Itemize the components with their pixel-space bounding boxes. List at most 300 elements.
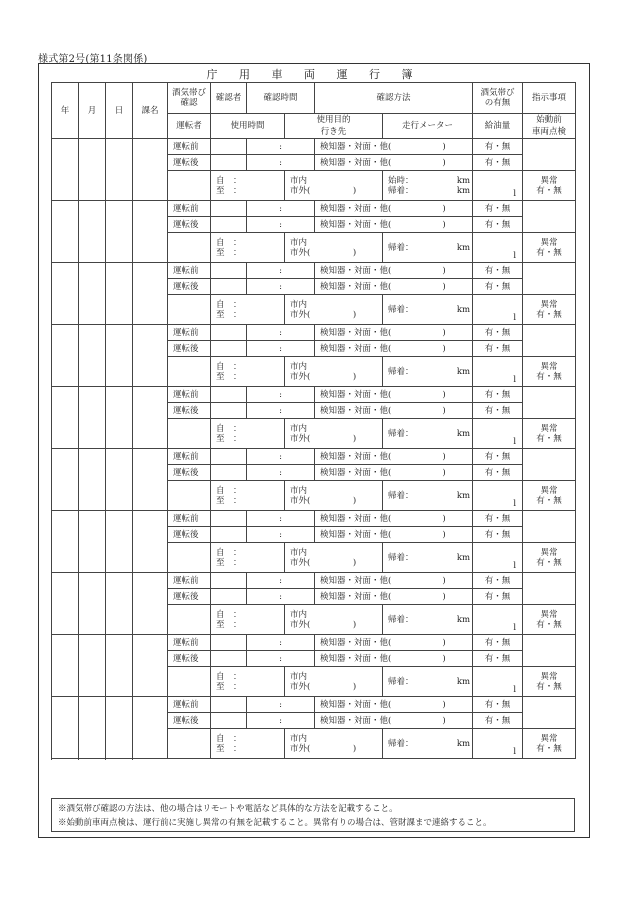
driver-cell[interactable] xyxy=(168,481,211,511)
check-time-after-cell[interactable] xyxy=(247,403,315,419)
odometer-cell[interactable] xyxy=(383,357,473,387)
method-options-after[interactable]: 検知器・対面・他( ) xyxy=(315,589,473,605)
abnormal-label: 異常 xyxy=(540,423,558,434)
presence-options-after[interactable]: 有・無 xyxy=(473,465,523,481)
driver-cell[interactable] xyxy=(168,667,211,697)
liter-unit: l xyxy=(513,374,517,385)
checker-before-cell[interactable] xyxy=(211,139,247,155)
km-unit: km xyxy=(456,175,471,186)
after-driving-label: 運転後 xyxy=(168,279,211,295)
before-driving-label: 運転前 xyxy=(168,449,211,465)
liter-unit: l xyxy=(513,684,517,695)
return-label: 帰着： xyxy=(388,490,414,501)
use-time-cell[interactable] xyxy=(211,171,285,201)
record-before-row xyxy=(52,139,576,155)
record-day-cell[interactable] xyxy=(106,697,133,759)
use-from: 自 ： xyxy=(216,733,242,744)
record-year-cell[interactable] xyxy=(52,139,79,201)
record-day-cell[interactable] xyxy=(106,139,133,201)
instructions-cell[interactable] xyxy=(523,573,576,605)
col-section: 課名 xyxy=(133,83,168,139)
checker-before-cell[interactable] xyxy=(211,387,247,403)
check-time-before-cell[interactable] xyxy=(247,449,315,465)
use-time-cell[interactable] xyxy=(211,729,285,759)
record-day-cell[interactable] xyxy=(106,511,133,573)
log-body xyxy=(52,139,576,759)
check-time-before-cell[interactable] xyxy=(247,139,315,155)
record-before-row xyxy=(52,201,576,217)
fuel-cell[interactable] xyxy=(473,729,523,759)
odometer-return-line xyxy=(388,553,470,563)
record-month-cell[interactable] xyxy=(79,573,106,635)
driver-cell[interactable] xyxy=(168,543,211,573)
use-from: 自 ： xyxy=(216,175,242,186)
presence-options-before[interactable]: 有・無 xyxy=(473,263,523,279)
before-driving-label: 運転前 xyxy=(168,635,211,651)
abnormal-options: 有・無 xyxy=(536,247,562,258)
record-year-cell[interactable] xyxy=(52,263,79,325)
checker-after-cell[interactable] xyxy=(211,589,247,605)
time-colon: : xyxy=(279,529,282,540)
use-from: 自 ： xyxy=(216,547,242,558)
abnormal-options: 有・無 xyxy=(536,681,562,692)
check-time-after-cell[interactable] xyxy=(247,341,315,357)
presence-options-before[interactable]: 有・無 xyxy=(473,573,523,589)
record-month-cell[interactable] xyxy=(79,387,106,449)
abnormal-options: 有・無 xyxy=(536,557,562,568)
return-label: 帰着： xyxy=(388,185,414,196)
method-options-after[interactable]: 検知器・対面・他( ) xyxy=(315,713,473,729)
liter-unit: l xyxy=(513,498,517,509)
checker-after-cell[interactable] xyxy=(211,217,247,233)
prestart-check-cell[interactable] xyxy=(523,357,576,387)
record-day-cell[interactable] xyxy=(106,635,133,697)
use-to: 至 ： xyxy=(216,681,242,692)
col-checker: 確認者 xyxy=(211,83,247,114)
in-city-label: 市内 xyxy=(290,485,308,496)
record-section-cell[interactable] xyxy=(133,325,168,387)
time-colon: : xyxy=(279,327,282,338)
time-colon: : xyxy=(279,203,282,214)
col-alcohol-presence: 酒気帯び の有無 xyxy=(473,83,523,114)
checker-before-cell[interactable] xyxy=(211,635,247,651)
instructions-cell[interactable] xyxy=(523,635,576,667)
fuel-cell[interactable] xyxy=(473,171,523,201)
col-use-time: 使用時間 xyxy=(211,114,285,139)
driver-cell[interactable] xyxy=(168,171,211,201)
time-colon: : xyxy=(279,653,282,664)
record-section-cell[interactable] xyxy=(133,511,168,573)
presence-options-after[interactable]: 有・無 xyxy=(473,713,523,729)
return-label: 帰着： xyxy=(388,304,414,315)
fuel-cell[interactable] xyxy=(473,295,523,325)
col-instructions: 指示事項 xyxy=(523,83,576,114)
instructions-cell[interactable] xyxy=(523,201,576,233)
presence-options-before[interactable]: 有・無 xyxy=(473,511,523,527)
method-options-before[interactable]: 検知器・対面・他( ) xyxy=(315,201,473,217)
method-options-after[interactable]: 検知器・対面・他( ) xyxy=(315,527,473,543)
presence-options-after[interactable]: 有・無 xyxy=(473,341,523,357)
record-month-cell[interactable] xyxy=(79,325,106,387)
instructions-cell[interactable] xyxy=(523,139,576,171)
out-city-label: 市外( ) xyxy=(290,743,357,754)
method-options-after[interactable]: 検知器・対面・他( ) xyxy=(315,279,473,295)
fuel-cell[interactable] xyxy=(473,357,523,387)
abnormal-options: 有・無 xyxy=(536,371,562,382)
fuel-cell[interactable] xyxy=(473,481,523,511)
driver-cell[interactable] xyxy=(168,357,211,387)
destination-cell[interactable] xyxy=(285,605,383,635)
checker-after-cell[interactable] xyxy=(211,155,247,171)
km-unit: km xyxy=(456,552,471,563)
record-section-cell[interactable] xyxy=(133,635,168,697)
record-month-cell[interactable] xyxy=(79,511,106,573)
km-unit: km xyxy=(456,366,471,377)
km-unit: km xyxy=(456,738,471,749)
record-month-cell[interactable] xyxy=(79,697,106,759)
checker-before-cell[interactable] xyxy=(211,201,247,217)
use-to: 至 ： xyxy=(216,309,242,320)
use-time-cell[interactable] xyxy=(211,357,285,387)
presence-options-after[interactable]: 有・無 xyxy=(473,217,523,233)
fuel-cell[interactable] xyxy=(473,419,523,449)
time-colon: : xyxy=(279,699,282,710)
abnormal-label: 異常 xyxy=(540,237,558,248)
odometer-return-line xyxy=(388,186,470,196)
record-section-cell[interactable] xyxy=(133,573,168,635)
record-month-cell[interactable] xyxy=(79,263,106,325)
out-city-label: 市外( ) xyxy=(290,309,357,320)
record-section-cell[interactable] xyxy=(133,449,168,511)
driver-cell[interactable] xyxy=(168,729,211,759)
driver-cell[interactable] xyxy=(168,419,211,449)
notes-box xyxy=(51,798,575,832)
fuel-unit xyxy=(475,235,520,261)
destination-cell[interactable] xyxy=(285,419,383,449)
fuel-cell[interactable] xyxy=(473,233,523,263)
checker-after-cell[interactable] xyxy=(211,279,247,295)
destination-cell[interactable] xyxy=(285,171,383,201)
presence-options-before[interactable]: 有・無 xyxy=(473,449,523,465)
checker-after-cell[interactable] xyxy=(211,527,247,543)
return-label: 帰着： xyxy=(388,738,414,749)
fuel-cell[interactable] xyxy=(473,667,523,697)
record-section-cell[interactable] xyxy=(133,139,168,201)
instructions-cell[interactable] xyxy=(523,449,576,481)
out-city-label: 市外( ) xyxy=(290,557,357,568)
fuel-cell[interactable] xyxy=(473,605,523,635)
abnormal-options: 有・無 xyxy=(536,495,562,506)
presence-options-after[interactable]: 有・無 xyxy=(473,279,523,295)
before-driving-label: 運転前 xyxy=(168,263,211,279)
in-city-label: 市内 xyxy=(290,237,308,248)
method-options-after[interactable]: 検知器・対面・他( ) xyxy=(315,651,473,667)
use-to: 至 ： xyxy=(216,185,242,196)
method-options-before[interactable]: 検知器・対面・他( ) xyxy=(315,325,473,341)
checker-after-cell[interactable] xyxy=(211,465,247,481)
destination-cell[interactable] xyxy=(285,233,383,263)
km-unit: km xyxy=(456,676,471,687)
odometer-cell[interactable] xyxy=(383,295,473,325)
log-sheet xyxy=(38,63,590,838)
instructions-cell[interactable] xyxy=(523,325,576,357)
check-time-before-cell[interactable] xyxy=(247,635,315,651)
use-to: 至 ： xyxy=(216,433,242,444)
return-label: 帰着： xyxy=(388,552,414,563)
return-label: 帰着： xyxy=(388,676,414,687)
presence-options-after[interactable]: 有・無 xyxy=(473,651,523,667)
col-driver: 運転者 xyxy=(168,114,211,139)
method-options-before[interactable]: 検知器・対面・他( ) xyxy=(315,449,473,465)
time-colon: : xyxy=(279,265,282,276)
time-colon: : xyxy=(279,637,282,648)
col-odometer: 走行メーター xyxy=(383,114,473,139)
liter-unit: l xyxy=(513,560,517,571)
check-time-before-cell[interactable] xyxy=(247,387,315,403)
record-day-cell[interactable] xyxy=(106,449,133,511)
check-time-after-cell[interactable] xyxy=(247,465,315,481)
prestart-check-cell[interactable] xyxy=(523,419,576,449)
record-before-row xyxy=(52,325,576,341)
time-colon: : xyxy=(279,389,282,400)
instructions-cell[interactable] xyxy=(523,511,576,543)
sheet-title: 庁 用 車 両 運 行 簿 xyxy=(206,68,422,81)
prestart-check-cell[interactable] xyxy=(523,543,576,573)
prestart-check-cell[interactable] xyxy=(523,667,576,697)
presence-options-before[interactable]: 有・無 xyxy=(473,387,523,403)
method-options-after[interactable]: 検知器・対面・他( ) xyxy=(315,217,473,233)
abnormal-label: 異常 xyxy=(540,485,558,496)
check-time-before-cell[interactable] xyxy=(247,573,315,589)
driver-cell[interactable] xyxy=(168,233,211,263)
use-time-cell[interactable] xyxy=(211,605,285,635)
odometer-return-line xyxy=(388,305,470,315)
km-unit: km xyxy=(456,185,471,196)
check-time-before-cell[interactable] xyxy=(247,263,315,279)
odometer-return-line xyxy=(388,677,470,687)
presence-options-after[interactable]: 有・無 xyxy=(473,527,523,543)
return-label: 帰着： xyxy=(388,366,414,377)
record-month-cell[interactable] xyxy=(79,449,106,511)
record-year-cell[interactable] xyxy=(52,511,79,573)
check-time-after-cell[interactable] xyxy=(247,651,315,667)
checker-after-cell[interactable] xyxy=(211,713,247,729)
presence-options-before[interactable]: 有・無 xyxy=(473,697,523,713)
method-options-before[interactable]: 検知器・対面・他( ) xyxy=(315,511,473,527)
method-options-before[interactable]: 検知器・対面・他( ) xyxy=(315,573,473,589)
use-time-cell[interactable] xyxy=(211,295,285,325)
record-section-cell[interactable] xyxy=(133,697,168,759)
checker-before-cell[interactable] xyxy=(211,325,247,341)
odometer-return-line xyxy=(388,243,470,253)
odometer-cell[interactable] xyxy=(383,605,473,635)
abnormal-options: 有・無 xyxy=(536,433,562,444)
record-before-row xyxy=(52,263,576,279)
checker-after-cell[interactable] xyxy=(211,341,247,357)
before-driving-label: 運転前 xyxy=(168,573,211,589)
checker-before-cell[interactable] xyxy=(211,263,247,279)
liter-unit: l xyxy=(513,622,517,633)
checker-before-cell[interactable] xyxy=(211,573,247,589)
fuel-unit xyxy=(475,607,520,633)
check-time-after-cell[interactable] xyxy=(247,527,315,543)
time-colon: : xyxy=(279,281,282,292)
record-year-cell[interactable] xyxy=(52,697,79,759)
out-city-label: 市外( ) xyxy=(290,619,357,630)
out-city-label: 市外( ) xyxy=(290,247,357,258)
odometer-cell[interactable] xyxy=(383,171,473,201)
instructions-cell[interactable] xyxy=(523,263,576,295)
checker-after-cell[interactable] xyxy=(211,651,247,667)
col-fuel: 給油量 xyxy=(473,114,523,139)
checker-after-cell[interactable] xyxy=(211,403,247,419)
instructions-cell[interactable] xyxy=(523,697,576,729)
in-city-label: 市内 xyxy=(290,423,308,434)
record-day-cell[interactable] xyxy=(106,573,133,635)
method-options-before[interactable]: 検知器・対面・他( ) xyxy=(315,697,473,713)
method-options-before[interactable]: 検知器・対面・他( ) xyxy=(315,635,473,651)
presence-options-before[interactable]: 有・無 xyxy=(473,139,523,155)
method-options-after[interactable]: 検知器・対面・他( ) xyxy=(315,155,473,171)
destination-cell[interactable] xyxy=(285,729,383,759)
odometer-cell[interactable] xyxy=(383,481,473,511)
check-time-before-cell[interactable] xyxy=(247,201,315,217)
prestart-check-cell[interactable] xyxy=(523,729,576,759)
check-time-after-cell[interactable] xyxy=(247,217,315,233)
method-options-after[interactable]: 検知器・対面・他( ) xyxy=(315,341,473,357)
record-section-cell[interactable] xyxy=(133,263,168,325)
record-section-cell[interactable] xyxy=(133,387,168,449)
record-year-cell[interactable] xyxy=(52,573,79,635)
driver-cell[interactable] xyxy=(168,605,211,635)
record-before-row xyxy=(52,635,576,651)
after-driving-label: 運転後 xyxy=(168,465,211,481)
prestart-check-cell[interactable] xyxy=(523,481,576,511)
presence-options-after[interactable]: 有・無 xyxy=(473,403,523,419)
record-day-cell[interactable] xyxy=(106,263,133,325)
record-year-cell[interactable] xyxy=(52,635,79,697)
destination-cell[interactable] xyxy=(285,543,383,573)
fuel-unit xyxy=(475,173,520,199)
prestart-check-cell[interactable] xyxy=(523,295,576,325)
use-time-cell[interactable] xyxy=(211,481,285,511)
in-city-label: 市内 xyxy=(290,361,308,372)
record-day-cell[interactable] xyxy=(106,387,133,449)
use-time-cell[interactable] xyxy=(211,667,285,697)
col-alcohol-check: 酒気帯び 確認 xyxy=(168,83,211,114)
fuel-unit xyxy=(475,731,520,757)
after-driving-label: 運転後 xyxy=(168,527,211,543)
record-day-cell[interactable] xyxy=(106,325,133,387)
prestart-check-cell[interactable] xyxy=(523,171,576,201)
liter-unit: l xyxy=(513,312,517,323)
presence-options-after[interactable]: 有・無 xyxy=(473,589,523,605)
record-before-row xyxy=(52,697,576,713)
destination-cell[interactable] xyxy=(285,295,383,325)
record-year-cell[interactable] xyxy=(52,387,79,449)
abnormal-label: 異常 xyxy=(540,299,558,310)
odometer-start-line xyxy=(388,176,470,186)
method-options-before[interactable]: 検知器・対面・他( ) xyxy=(315,263,473,279)
check-time-before-cell[interactable] xyxy=(247,511,315,527)
method-options-before[interactable]: 検知器・対面・他( ) xyxy=(315,387,473,403)
checker-before-cell[interactable] xyxy=(211,511,247,527)
record-before-row xyxy=(52,387,576,403)
record-day-cell[interactable] xyxy=(106,201,133,263)
use-time-cell[interactable] xyxy=(211,233,285,263)
odometer-cell[interactable] xyxy=(383,667,473,697)
record-month-cell[interactable] xyxy=(79,635,106,697)
record-year-cell[interactable] xyxy=(52,325,79,387)
record-year-cell[interactable] xyxy=(52,449,79,511)
destination-cell[interactable] xyxy=(285,357,383,387)
method-options-before[interactable]: 検知器・対面・他( ) xyxy=(315,139,473,155)
col-day: 日 xyxy=(106,83,133,139)
use-time-cell[interactable] xyxy=(211,543,285,573)
use-time-cell[interactable] xyxy=(211,419,285,449)
odometer-cell[interactable] xyxy=(383,419,473,449)
after-driving-label: 運転後 xyxy=(168,155,211,171)
return-label: 帰着： xyxy=(388,614,414,625)
in-city-label: 市内 xyxy=(290,733,308,744)
fuel-cell[interactable] xyxy=(473,543,523,573)
check-time-after-cell[interactable] xyxy=(247,155,315,171)
record-month-cell[interactable] xyxy=(79,201,106,263)
before-driving-label: 運転前 xyxy=(168,139,211,155)
record-month-cell[interactable] xyxy=(79,139,106,201)
col-purpose-destination: 使用目的 行き先 xyxy=(285,114,383,139)
odometer-cell[interactable] xyxy=(383,543,473,573)
in-city-label: 市内 xyxy=(290,547,308,558)
presence-options-before[interactable]: 有・無 xyxy=(473,201,523,217)
before-driving-label: 運転前 xyxy=(168,325,211,341)
use-to: 至 ： xyxy=(216,743,242,754)
odometer-cell[interactable] xyxy=(383,729,473,759)
checker-before-cell[interactable] xyxy=(211,449,247,465)
destination-cell[interactable] xyxy=(285,667,383,697)
destination-cell[interactable] xyxy=(285,481,383,511)
presence-options-after[interactable]: 有・無 xyxy=(473,155,523,171)
prestart-check-cell[interactable] xyxy=(523,233,576,263)
presence-options-before[interactable]: 有・無 xyxy=(473,325,523,341)
time-colon: : xyxy=(279,141,282,152)
check-time-before-cell[interactable] xyxy=(247,697,315,713)
record-section-cell[interactable] xyxy=(133,201,168,263)
before-driving-label: 運転前 xyxy=(168,697,211,713)
prestart-check-cell[interactable] xyxy=(523,605,576,635)
checker-before-cell[interactable] xyxy=(211,697,247,713)
method-options-after[interactable]: 検知器・対面・他( ) xyxy=(315,465,473,481)
driver-cell[interactable] xyxy=(168,295,211,325)
check-time-after-cell[interactable] xyxy=(247,589,315,605)
record-year-cell[interactable] xyxy=(52,201,79,263)
check-time-after-cell[interactable] xyxy=(247,279,315,295)
in-city-label: 市内 xyxy=(290,299,308,310)
method-options-after[interactable]: 検知器・対面・他( ) xyxy=(315,403,473,419)
check-time-after-cell[interactable] xyxy=(247,713,315,729)
before-driving-label: 運転前 xyxy=(168,511,211,527)
out-city-label: 市外( ) xyxy=(290,371,357,382)
time-colon: : xyxy=(279,157,282,168)
instructions-cell[interactable] xyxy=(523,387,576,419)
col-check-method: 確認方法 xyxy=(315,83,473,114)
odometer-cell[interactable] xyxy=(383,233,473,263)
fuel-unit xyxy=(475,297,520,323)
check-time-before-cell[interactable] xyxy=(247,325,315,341)
km-unit: km xyxy=(456,614,471,625)
presence-options-before[interactable]: 有・無 xyxy=(473,635,523,651)
abnormal-options: 有・無 xyxy=(536,309,562,320)
